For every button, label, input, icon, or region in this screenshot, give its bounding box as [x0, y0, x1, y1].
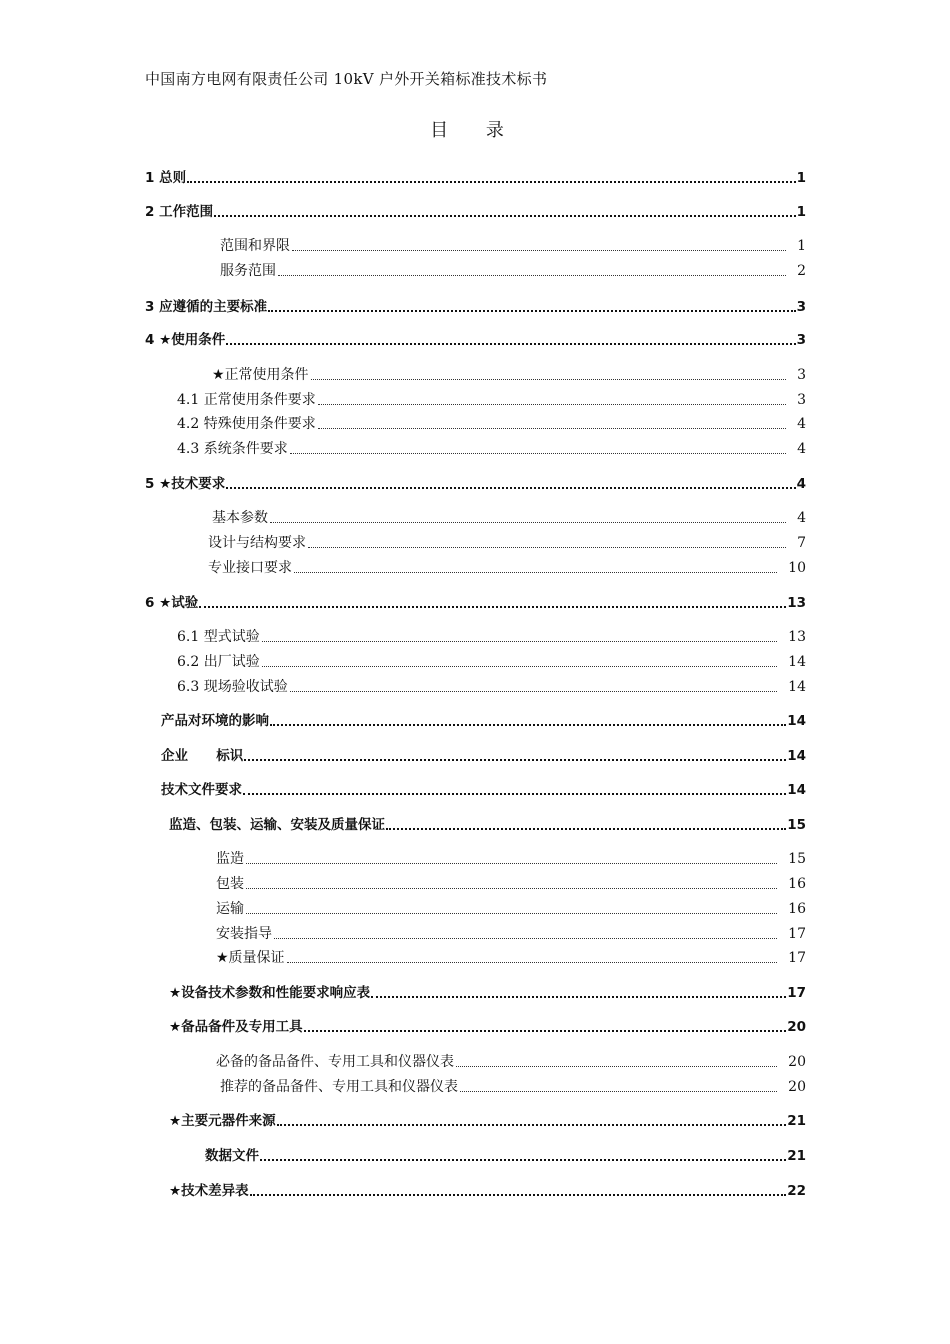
toc-entry-page: 3 [797, 392, 806, 408]
toc-entry[interactable] [169, 1180, 806, 1200]
toc-entry-label: 4 ★使用条件 [145, 332, 226, 348]
toc-entry-label: 数据文件 [205, 1148, 259, 1164]
toc-entry-label: ★质量保证 [216, 950, 285, 966]
toc-entry[interactable] [208, 557, 806, 577]
toc-entry-label: 2 工作范围 [145, 204, 214, 220]
toc-entry-page: 17 [788, 926, 806, 942]
dot-leader [277, 1124, 787, 1126]
dot-leader [311, 379, 787, 380]
toc-entry-label: 6.2 出厂试验 [177, 654, 260, 670]
toc-entry[interactable] [177, 651, 806, 671]
toc-entry[interactable] [177, 438, 806, 458]
toc-entry-label: 3 应遵循的主要标准 [145, 299, 268, 315]
dot-leader [386, 828, 786, 830]
toc-title: 目 录 [430, 120, 520, 141]
toc-entry-page: 1 [797, 238, 806, 254]
dot-leader [371, 996, 786, 998]
toc-entry[interactable] [177, 626, 806, 646]
toc-entry-page: 17 [788, 950, 806, 966]
toc-entry[interactable] [216, 898, 806, 918]
dot-leader [290, 691, 777, 692]
dot-leader [456, 1066, 777, 1067]
toc-entry-label: 4.2 特殊使用条件要求 [177, 416, 316, 432]
dot-leader [246, 913, 777, 914]
toc-entry[interactable] [212, 507, 806, 527]
toc-entry-label: 企业 标识 [161, 748, 244, 764]
toc-entry[interactable] [220, 235, 806, 255]
toc-entry-page: 10 [788, 560, 806, 576]
toc-entry-page: 21 [787, 1148, 806, 1164]
toc-entry-page: 14 [788, 679, 806, 695]
toc-entry[interactable] [216, 923, 806, 943]
toc-entry[interactable] [169, 1016, 806, 1036]
toc-entry[interactable] [216, 873, 806, 893]
toc-entry[interactable] [161, 779, 806, 799]
toc-entry[interactable] [145, 329, 806, 349]
dot-leader [304, 1030, 787, 1032]
toc-entry-label: 设计与结构要求 [208, 535, 306, 551]
toc-entry[interactable] [169, 1110, 806, 1130]
toc-entry-label: 安装指导 [216, 926, 272, 942]
toc-entry-page: 20 [788, 1079, 806, 1095]
dot-leader [226, 343, 795, 345]
toc-entry-label: ★技术差异表 [169, 1183, 249, 1199]
toc-entry-page: 16 [788, 901, 806, 917]
toc-entry-label: ★主要元器件来源 [169, 1113, 276, 1129]
toc-entry-label: 必备的备品备件、专用工具和仪器仪表 [216, 1054, 454, 1070]
toc-entry-label: 范围和界限 [220, 238, 290, 254]
document-header: 中国南方电网有限责任公司 10kV 户外开关箱标准技术标书 [145, 70, 548, 88]
toc-entry-page: 20 [788, 1054, 806, 1070]
toc-entry-label: 1 总则 [145, 170, 187, 186]
dot-leader [460, 1091, 777, 1092]
toc-entry-label: 6.1 型式试验 [177, 629, 260, 645]
dot-leader [262, 666, 777, 667]
toc-entry-label: 运输 [216, 901, 244, 917]
toc-entry-page: 4 [797, 441, 806, 457]
toc-entry[interactable] [205, 1145, 806, 1165]
dot-leader [262, 641, 777, 642]
toc-entry[interactable] [161, 710, 806, 730]
toc-entry-page: 3 [796, 332, 806, 348]
toc-entry[interactable] [220, 260, 806, 280]
dot-leader [199, 606, 786, 608]
toc-entry[interactable] [145, 473, 806, 493]
toc-entry-label: 推荐的备品备件、专用工具和仪器仪表 [220, 1079, 458, 1095]
toc-entry[interactable] [145, 592, 806, 612]
toc-entry-label: ★正常使用条件 [212, 367, 309, 383]
toc-entry-label: ★设备技术参数和性能要求响应表 [169, 985, 371, 1001]
dot-leader [244, 759, 786, 761]
toc-entry-page: 15 [787, 817, 806, 833]
toc-entry-page: 15 [788, 851, 806, 867]
dot-leader [318, 404, 786, 405]
toc-entry[interactable] [169, 982, 806, 1002]
dot-leader [268, 310, 796, 312]
toc-entry-label: 6 ★试验 [145, 595, 199, 611]
toc-entry[interactable] [177, 389, 806, 409]
dot-leader [250, 1194, 787, 1196]
toc-entry[interactable] [212, 364, 806, 384]
toc-entry-label: 包装 [216, 876, 244, 892]
toc-entry[interactable] [220, 1076, 806, 1096]
dot-leader [294, 572, 777, 573]
toc-entry-label: 产品对环境的影响 [161, 713, 269, 729]
dot-leader [308, 547, 786, 548]
dot-leader [214, 215, 796, 217]
dot-leader [287, 962, 778, 963]
toc-entry-label: 监造 [216, 851, 244, 867]
dot-leader [278, 275, 786, 276]
toc-entry[interactable] [216, 848, 806, 868]
toc-entry[interactable] [145, 201, 806, 221]
toc-entry-page: 1 [796, 204, 806, 220]
toc-entry-page: 17 [787, 985, 806, 1001]
dot-leader [246, 888, 777, 889]
toc-entry-label: 6.3 现场验收试验 [177, 679, 288, 695]
dot-leader [274, 938, 777, 939]
toc-entry-page: 21 [787, 1113, 806, 1129]
toc-entry[interactable] [169, 814, 806, 834]
toc-entry-page: 14 [788, 654, 806, 670]
toc-entry-label: 基本参数 [212, 510, 268, 526]
toc-entry-page: 2 [797, 263, 806, 279]
toc-entry-page: 13 [788, 629, 806, 645]
toc-entry-page: 14 [787, 782, 806, 798]
toc-entry[interactable] [145, 296, 806, 316]
toc-entry-label: 专业接口要求 [208, 560, 292, 576]
toc-entry-page: 16 [788, 876, 806, 892]
toc-entry[interactable] [177, 676, 806, 696]
dot-leader [318, 428, 786, 429]
dot-leader [226, 487, 795, 489]
toc-entry-label: 服务范围 [220, 263, 276, 279]
toc-entry-page: 3 [797, 367, 806, 383]
toc-entry-page: 22 [787, 1183, 806, 1199]
toc-entry[interactable] [177, 413, 806, 433]
toc-entry-page: 7 [797, 535, 806, 551]
dot-leader [243, 793, 786, 795]
toc-entry-page: 4 [797, 510, 806, 526]
toc-entry-page: 1 [796, 170, 806, 186]
toc-entry-page: 14 [787, 748, 806, 764]
toc-entry[interactable] [161, 745, 806, 765]
toc-entry-page: 3 [796, 299, 806, 315]
dot-leader [187, 181, 796, 183]
toc-entry-page: 13 [787, 595, 806, 611]
toc-entry-page: 14 [787, 713, 806, 729]
dot-leader [246, 863, 777, 864]
toc-entry-label: 监造、包装、运输、安装及质量保证 [169, 817, 385, 833]
toc-entry[interactable] [145, 167, 806, 187]
toc-entry-page: 4 [797, 416, 806, 432]
toc-entry-label: 4.3 系统条件要求 [177, 441, 288, 457]
dot-leader [270, 724, 786, 726]
toc-entry-label: 5 ★技术要求 [145, 476, 226, 492]
dot-leader [270, 522, 786, 523]
toc-entry-label: ★备品备件及专用工具 [169, 1019, 303, 1035]
toc-entry-label: 4.1 正常使用条件要求 [177, 392, 316, 408]
dot-leader [292, 250, 786, 251]
toc-entry[interactable] [208, 532, 806, 552]
dot-leader [290, 453, 786, 454]
dot-leader [260, 1159, 786, 1161]
toc-entry[interactable] [216, 947, 806, 967]
toc-entry[interactable] [216, 1051, 806, 1071]
toc-entry-page: 4 [796, 476, 806, 492]
toc-entry-page: 20 [787, 1019, 806, 1035]
toc-entry-label: 技术文件要求 [161, 782, 242, 798]
